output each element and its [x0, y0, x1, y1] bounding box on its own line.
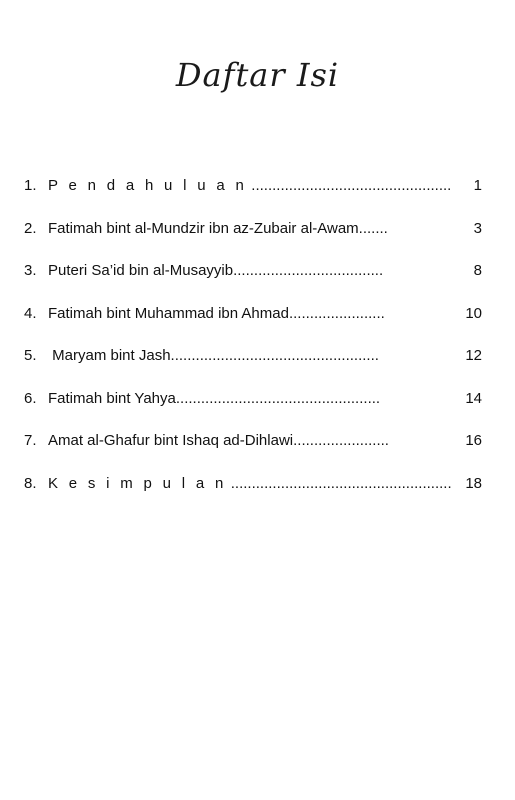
toc-entry — [24, 426, 490, 469]
toc-entry-label: Fatimah bint Yahya — [48, 389, 176, 407]
toc-entry-page: 18 — [465, 474, 482, 492]
toc-entry-label: K e s i m p u l a n — [48, 474, 227, 492]
toc-entry-label: Maryam bint Jash — [48, 347, 171, 364]
toc-entry-label: Amat al-Ghafur bint Ishaq ad-Dihlawi — [48, 432, 294, 449]
toc-entry-number: 1. — [24, 177, 37, 194]
toc-entry — [24, 384, 490, 427]
toc-entry-number: 5. — [24, 347, 37, 364]
toc-entry-page: 1 — [473, 177, 482, 194]
toc-entry — [24, 341, 490, 384]
toc-entry-leader: ................................................ — [247, 177, 452, 194]
toc-entry-number: 7. — [24, 432, 37, 449]
page-title: Daftar Isi — [175, 56, 340, 94]
toc-entry-number: 8. — [24, 474, 37, 492]
toc-entry-number: 4. — [24, 304, 37, 322]
toc-entry — [24, 256, 490, 299]
toc-entry-leader: ....... — [358, 219, 388, 237]
toc-entry-number: 2. — [24, 219, 37, 237]
toc-entry-leader: ....................... — [288, 304, 385, 322]
toc-entry-leader: ..................................................... — [226, 474, 452, 492]
toc-entry-page: 3 — [473, 219, 482, 237]
toc-entry-page: 8 — [473, 262, 482, 279]
table-of-contents — [24, 171, 490, 511]
toc-entry-number: 3. — [24, 262, 37, 279]
toc-entry-label: Fatimah bint Muhammad ibn Ahmad — [48, 304, 289, 322]
toc-entry-page: 12 — [465, 347, 482, 364]
toc-entry — [24, 299, 490, 342]
toc-entry-page: 10 — [465, 304, 482, 322]
toc-entry-leader: ....................... — [293, 432, 389, 449]
toc-entry-leader: .................................... — [233, 262, 384, 279]
toc-entry-page: 14 — [465, 389, 482, 407]
toc-entry — [24, 171, 490, 214]
toc-entry-leader: ................................................. — [175, 389, 381, 407]
toc-entry-leader: .................................................. — [170, 347, 379, 364]
toc-entry — [24, 214, 490, 257]
toc-entry-label: Puteri Sa’id bin al-Musayyib — [48, 262, 234, 279]
toc-entry-page: 16 — [465, 432, 482, 449]
toc-entry-number: 6. — [24, 389, 37, 407]
toc-entry-label: Fatimah bint al-Mundzir ibn az-Zubair al-Awam — [48, 219, 359, 237]
toc-entry-label: P e n d a h u l u a n — [48, 177, 248, 194]
toc-entry — [24, 469, 490, 512]
